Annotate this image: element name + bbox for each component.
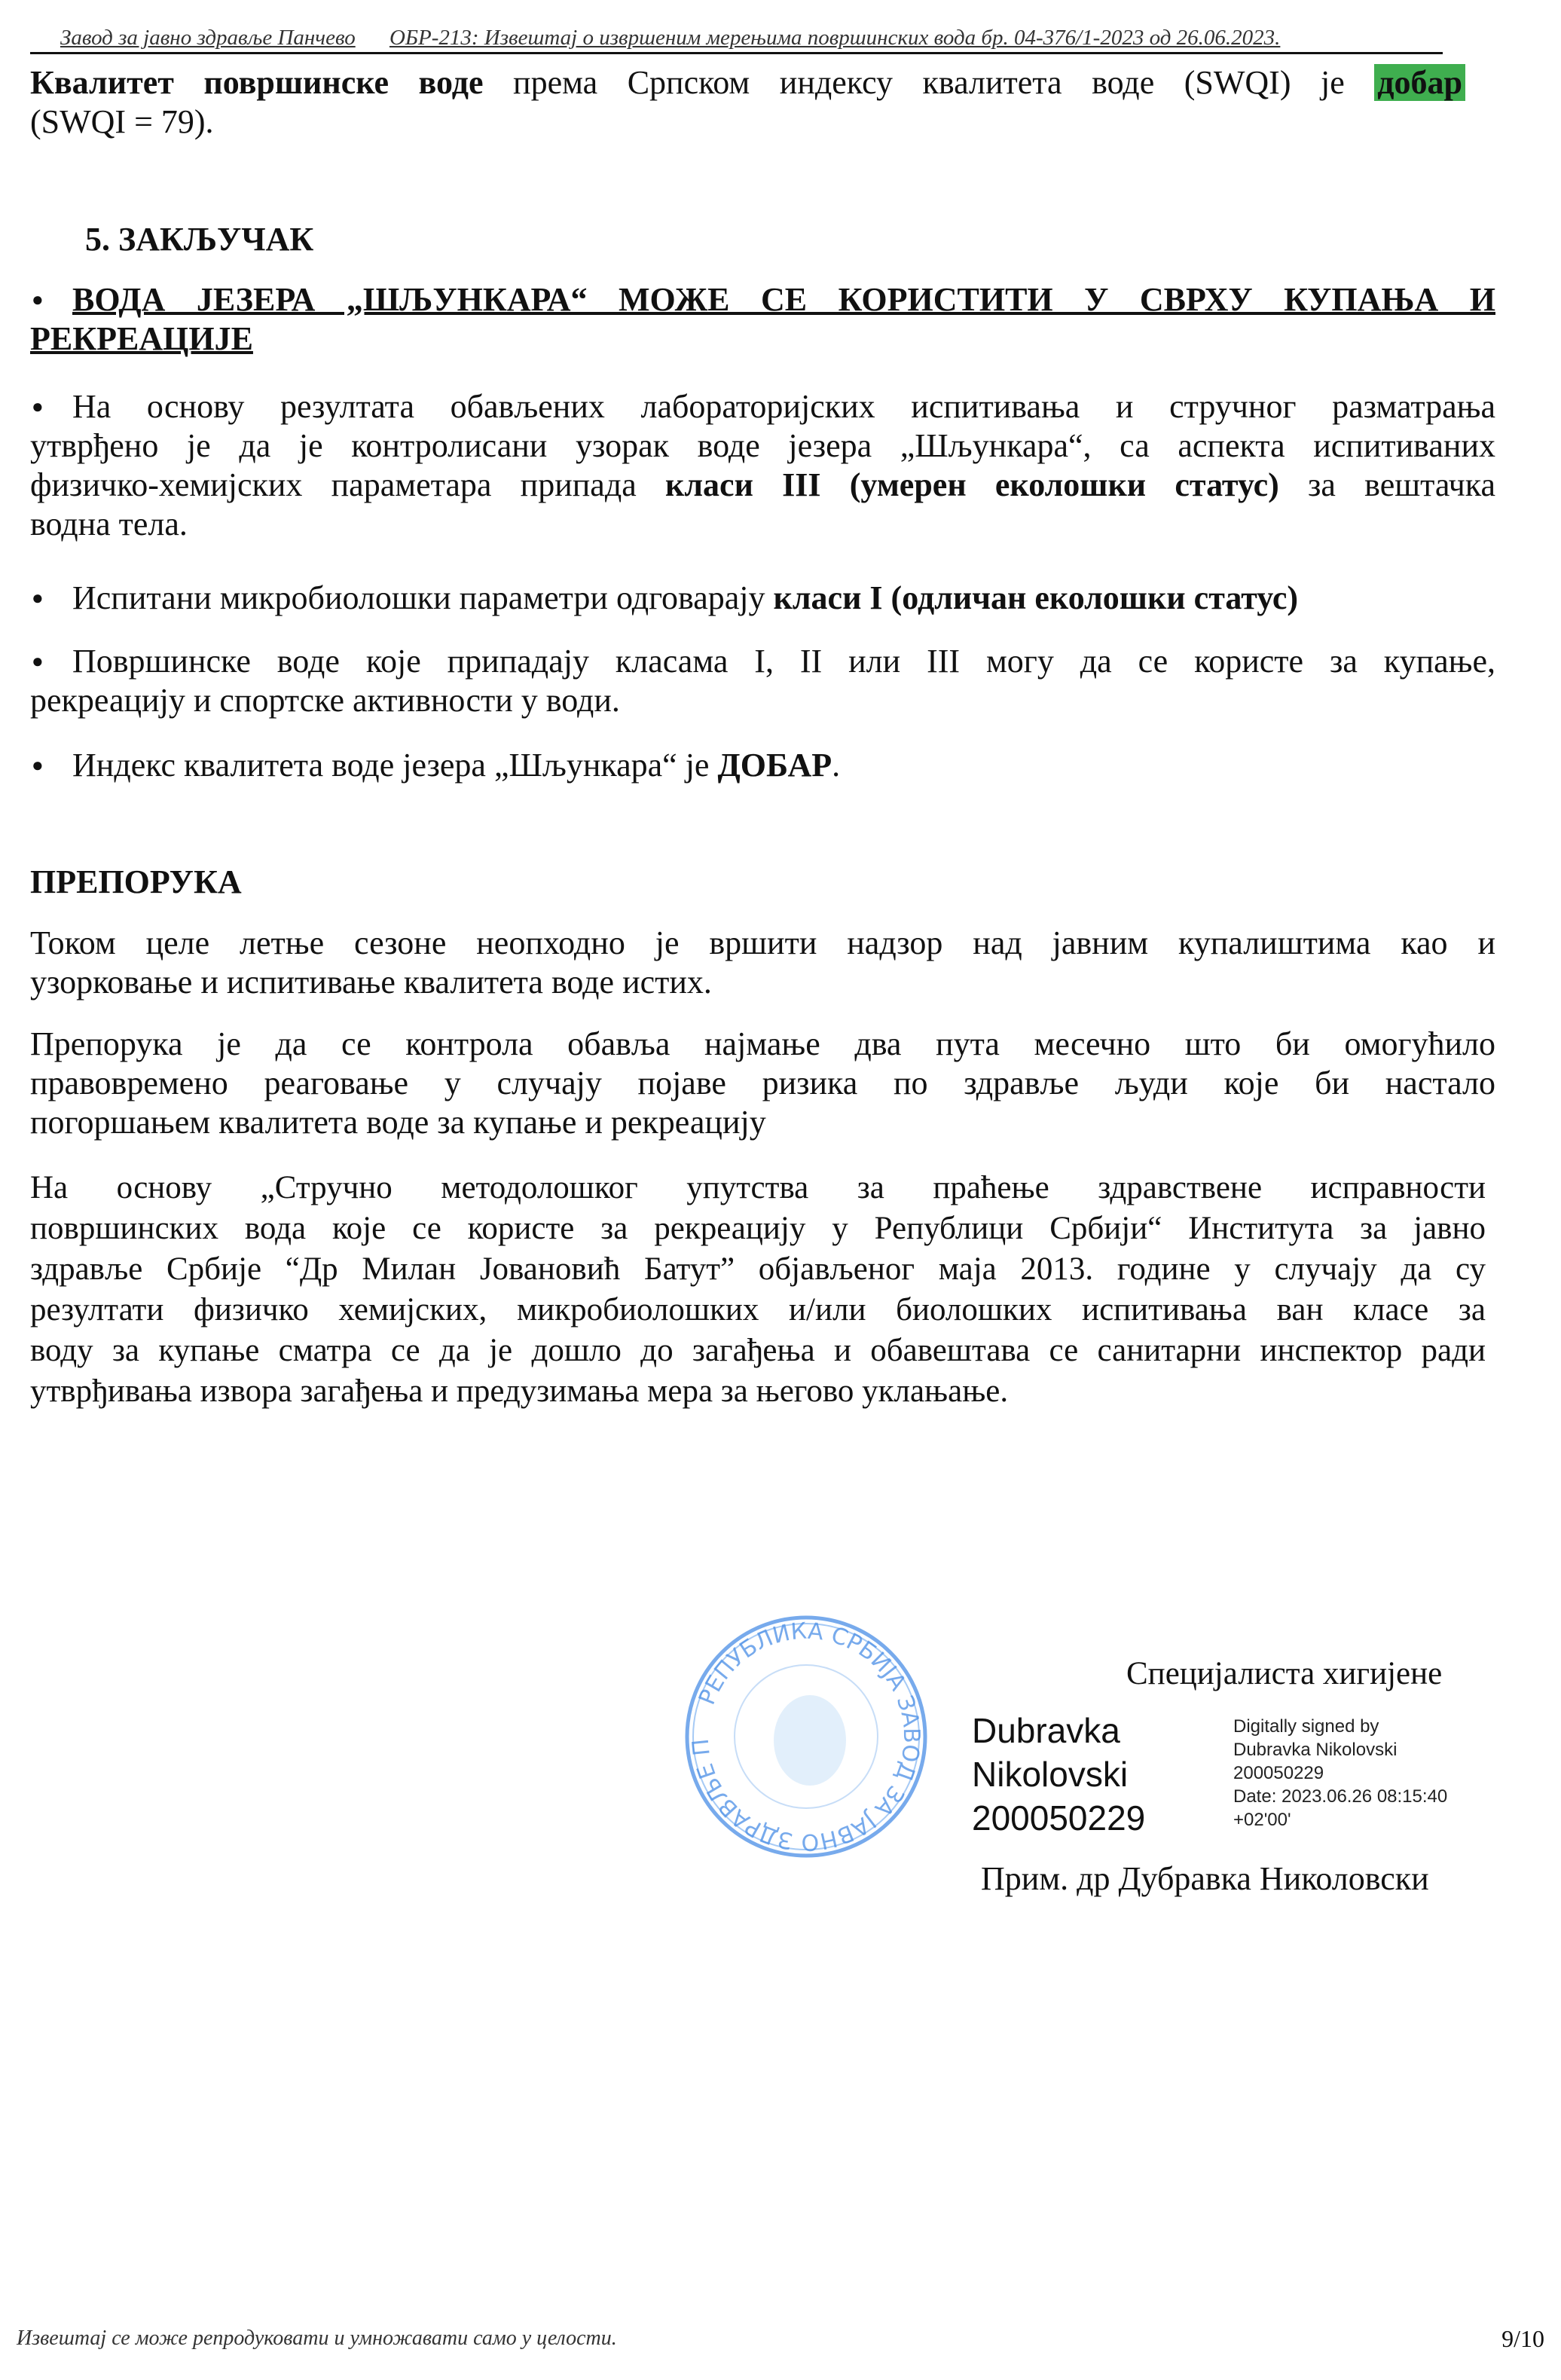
quality-rating-highlight: добар	[1374, 64, 1465, 101]
para3-line5: воду за купање сматра се да је дошло до загађења и обавештава се санитарни инспектор ради	[30, 1333, 1486, 1368]
bullet-icon: ●	[32, 396, 44, 417]
para1-line2: узорковање и испитивање квалитета воде истих.	[30, 964, 712, 1001]
signer-last-name: Nikolovski	[972, 1755, 1129, 1794]
page-header	[30, 26, 1443, 54]
para2-line1: Препорука је да се контрола обавља најмање два пута месечно што би омогућило	[30, 1025, 1495, 1062]
bullet2-line1: ● Испитани микробиолошки параметри одговарају класи I (одличан еколошки статус)	[32, 579, 1299, 616]
para3-line1: На основу „Стручно методолошког упутства за праћење здравствене исправности	[30, 1170, 1486, 1205]
conclusion-heading: 5. ЗАКЉУЧАК	[85, 221, 314, 258]
bullet-icon: ●	[32, 650, 44, 672]
page-number: 9/10	[1501, 2325, 1544, 2352]
bullet1-line1: ● На основу резултата обављених лабораторијских испитивања и стручног разматрања	[32, 388, 1495, 425]
signer-name-block	[972, 1709, 1145, 1840]
signer-first-name: Dubravka	[972, 1711, 1120, 1750]
bullet-icon: ●	[32, 289, 44, 310]
digsig-line2: Dubravka Nikolovski	[1233, 1740, 1398, 1760]
conclusion-bullet-index	[30, 746, 1495, 785]
conclusion-main-statement	[30, 280, 1495, 359]
quality-label: Квалитет површинске воде	[30, 64, 484, 101]
digital-signature-details	[1233, 1715, 1447, 1832]
quality-text: према Српском индексу квалитета воде (SWQI) је	[513, 64, 1345, 101]
bullet4-line1: ● Индекс квалитета воде језера „Шљункара“ је ДОБАР.	[32, 747, 841, 784]
digsig-line1: Digitally signed by	[1233, 1716, 1379, 1737]
bullet3-line1: ● Површинске воде које припадају класама I, II или III могу да се користе за купање,	[32, 643, 1495, 680]
footer-notice: Извештај се може репродуковати и умножавати само у целости.	[17, 2327, 617, 2350]
bullet-icon: ●	[32, 587, 44, 609]
bullet3-line2: рекреацију и спортске активности у води.	[30, 682, 620, 719]
main-statement-line2: РЕКРЕАЦИЈЕ	[30, 320, 253, 357]
stamp-text: РЕПУБЛИКА СРБИЈА ЗАВОД ЗА ЈАВНО ЗДРАВЉЕ П	[687, 1618, 925, 1856]
bullet-icon: ●	[32, 754, 44, 776]
quality-statement	[30, 63, 1465, 142]
class-iii-status: класи III (умерен еколошки статус)	[665, 466, 1279, 503]
conclusion-bullet-usage	[30, 642, 1495, 720]
recommendation-paragraph-1	[30, 924, 1495, 1002]
digsig-line3: 200050229	[1233, 1763, 1324, 1783]
recommendation-heading: ПРЕПОРУКА	[30, 863, 242, 900]
index-rating: ДОБАР	[717, 747, 832, 784]
bullet1-line2: утврђено је да је контролисани узорак воде језера „Шљункара“, са аспекта испитиваних	[30, 427, 1495, 464]
signer-title: Специјалиста хигијене	[1126, 1656, 1443, 1691]
conclusion-bullet-physchem	[30, 387, 1495, 544]
bullet1-line4: водна тела.	[30, 506, 188, 542]
para3-line3: здравље Србије “Др Милан Јовановић Батут” објављеног маја 2013. године у случају да су	[30, 1251, 1486, 1287]
recommendation-paragraph-3	[30, 1168, 1486, 1412]
class-i-status: класи I (одличан еколошки статус)	[773, 579, 1299, 616]
para3-line4: резултати физичко хемијских, микробиолошких и/или биолошких испитивања ван класе за	[30, 1292, 1486, 1327]
bullet1-line3: физичко-хемијских параметара припада класи III (умерен еколошки статус) за вештачка	[30, 466, 1496, 503]
signer-id: 200050229	[972, 1798, 1146, 1838]
digsig-line4: Date: 2023.06.26 08:15:40	[1233, 1786, 1448, 1807]
official-stamp	[682, 1609, 930, 1865]
para2-line3: погоршањем квалитета воде за купање и рекреацију	[30, 1104, 766, 1141]
para1-line1: Током целе летње сезоне неопходно је вршити надзор над јавним купалиштима као и	[30, 924, 1495, 961]
para3-line6: утврђивања извора загађења и предузимања мера за његово уклањање.	[30, 1373, 1009, 1409]
digsig-line5: +02'00'	[1233, 1810, 1291, 1830]
recommendation-paragraph-2	[30, 1025, 1495, 1142]
header-organization: Завод за јавно здравље Панчево	[60, 26, 356, 50]
stamp-seal-icon	[682, 1609, 930, 1865]
quality-statement-line1	[30, 63, 1465, 102]
para3-line2: површинских вода које се користе за рекреацију у Републици Србији“ Института за јавно	[30, 1211, 1486, 1246]
quality-statement-line2: (SWQI = 79).	[30, 103, 214, 140]
header-document-reference: ОБР-213: Извештај о извршеним мерењима површинских вода бр. 04-376/1-2023 од 26.06.2023.	[389, 26, 1281, 50]
signer-printed-name: Прим. др Дубравка Николовски	[981, 1860, 1429, 1897]
para2-line2: правовремено реаговање у случају појаве ризика по здравље људи које би настало	[30, 1065, 1495, 1101]
main-statement-line1: ● ВОДА ЈЕЗЕРА „ШЉУНКАРА“ МОЖЕ СЕ КОРИСТИТИ У СВРХУ КУПАЊА И	[32, 281, 1495, 318]
conclusion-bullet-microbio	[30, 579, 1495, 618]
